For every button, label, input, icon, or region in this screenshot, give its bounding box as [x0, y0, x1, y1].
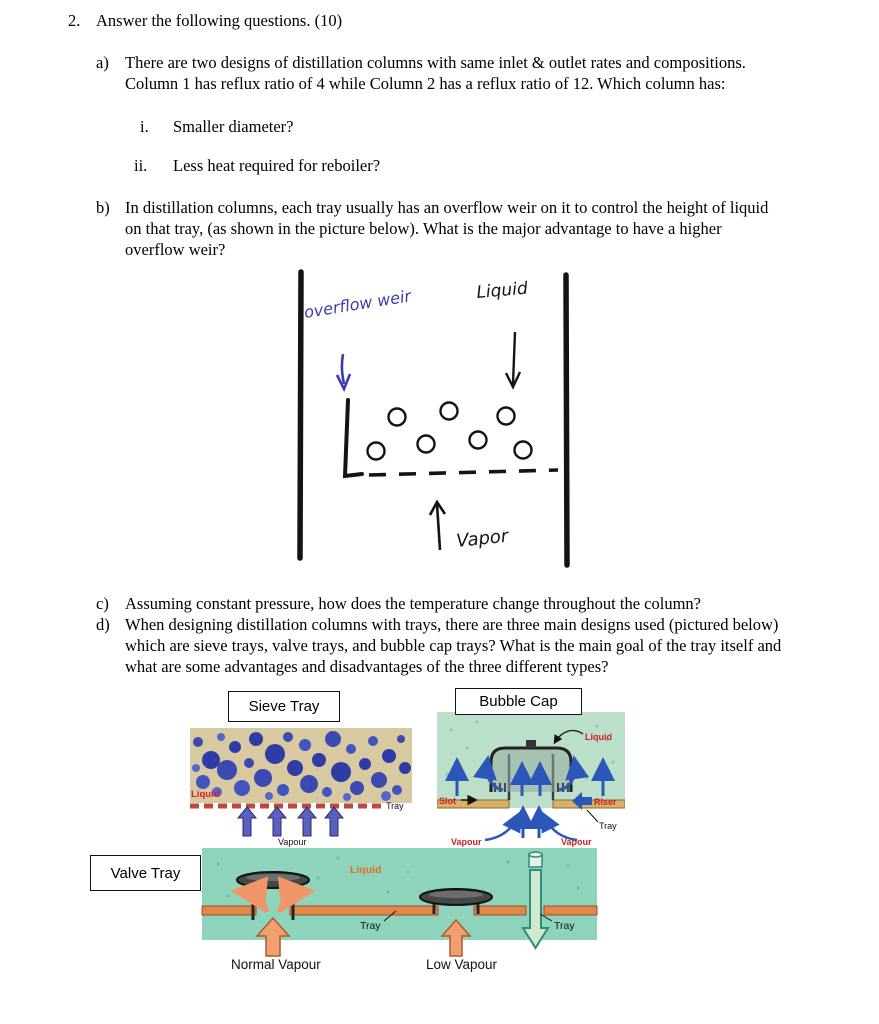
tray-dashed-line	[369, 470, 558, 475]
column-left-wall	[300, 272, 301, 558]
part-a-text: There are two designs of distillation columns with same inlet & outlet rates and compositions. Column 1 has reflux ratio of 4 while Column 2 has a reflux ratio of 12. Which column has:	[125, 53, 746, 93]
part-c-text: Assuming constant pressure, how does the temperature change throughout the column?	[125, 594, 701, 613]
part-a-item-i-text: Smaller diameter?	[173, 117, 294, 136]
question-prompt: Answer the following questions. (10)	[96, 11, 343, 30]
valve-tray-title: Valve Tray	[110, 864, 181, 882]
sieve-liquid-label: Liquid	[191, 789, 220, 800]
part-a-item-ii-label: ii.	[134, 156, 148, 175]
liquid-label: Liquid	[475, 278, 529, 303]
vapor-up-arrow	[437, 504, 440, 550]
sieve-tray-title-box	[228, 691, 340, 722]
downcomer-cylinder-top	[529, 852, 542, 857]
column-right-wall	[566, 275, 567, 565]
valve-closed-disc-highlight	[429, 891, 483, 898]
overflow-weir-down-arrow	[342, 354, 344, 384]
question-number: 2.	[68, 11, 81, 30]
bubble-liquid-label: Liquid	[585, 732, 612, 742]
sieve-vapour-arrows	[238, 807, 343, 836]
low-vapour-label: Low Vapour	[426, 957, 498, 972]
liquid-down-arrow	[513, 332, 515, 384]
sieve-tray-label: Tray	[386, 801, 404, 811]
bubble-riser-label: Riser	[594, 797, 617, 807]
bubble-cap-figure	[437, 712, 625, 850]
valve-open-disc-highlight	[246, 874, 300, 881]
sieve-tray-figure	[190, 728, 412, 848]
sieve-vapour-label: Vapour	[278, 837, 307, 847]
vapor-bubbles	[368, 403, 532, 460]
bubble-cap-title-box	[455, 688, 582, 715]
bubble-slot-label: Slot	[439, 796, 456, 806]
bubble-cap-title: Bubble Cap	[479, 693, 558, 710]
bubble-vapour-right-label: Vapour	[561, 837, 592, 847]
part-a-label: a)	[96, 53, 109, 72]
weir-plate	[345, 400, 362, 476]
valve-tray-title-box	[90, 855, 201, 891]
normal-vapour-label: Normal Vapour	[231, 957, 321, 972]
valve-liquid-label: Liquid	[350, 864, 382, 876]
valve-tray-right-label: Tray	[554, 920, 575, 932]
part-a-item-i-label: i.	[140, 117, 149, 136]
part-c-label: c)	[96, 594, 109, 613]
sieve-tray-title: Sieve Tray	[248, 698, 320, 715]
part-b-text: In distillation columns, each tray usually has an overflow weir on it to control the height of liquid on that tray, (as shown in the picture below). What is the major advantage to have a higher overflow weir?	[125, 198, 769, 259]
part-d-text: When designing distillation columns with trays, there are three main designs used (pictured below) which are sieve trays, valve trays, and bubble cap trays? What is the main goal of the tray itself and what are some advantages and disadvantages of the three different types?	[125, 615, 782, 676]
cap-bolt	[526, 740, 536, 748]
bubble-tray-label: Tray	[599, 821, 617, 831]
bubble-cap-dome	[491, 748, 571, 792]
part-b-label: b)	[96, 198, 110, 217]
part-d-label: d)	[96, 615, 110, 634]
valve-tray-left-label: Tray	[360, 920, 381, 932]
overflow-weir-diagram	[285, 262, 585, 572]
tray-pointer-line	[587, 810, 598, 822]
bubble-vapour-left-label: Vapour	[451, 837, 482, 847]
overflow-weir-label: overflow weir	[302, 286, 413, 322]
vapor-label: Vapor	[455, 525, 510, 552]
part-a-item-ii-text: Less heat required for reboiler?	[173, 156, 381, 175]
